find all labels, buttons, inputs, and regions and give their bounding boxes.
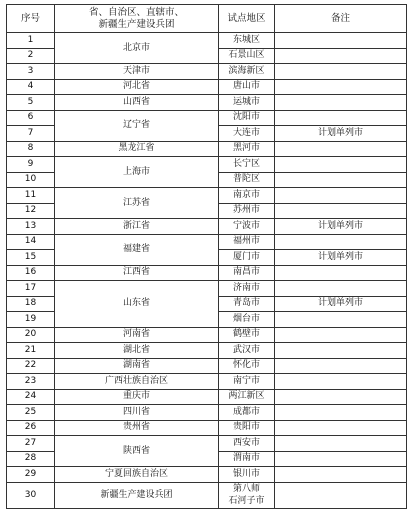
area-cell	[219, 482, 275, 508]
area-cell: 唐山市	[219, 79, 275, 95]
table-row	[7, 405, 407, 421]
table-row	[7, 265, 407, 281]
seq-cell: 26	[7, 420, 55, 436]
table-row	[7, 281, 407, 297]
seq-cell: 3	[7, 64, 55, 80]
seq-cell: 29	[7, 467, 55, 483]
seq-cell: 1	[7, 33, 55, 49]
note-cell	[275, 172, 407, 188]
seq-cell: 16	[7, 265, 55, 281]
province-cell: 辽宁省	[55, 110, 219, 141]
area-cell: 黑河市	[219, 141, 275, 157]
area-cell: 长宁区	[219, 157, 275, 173]
area-cell: 普陀区	[219, 172, 275, 188]
province-cell: 江苏省	[55, 188, 219, 219]
province-cell: 北京市	[55, 33, 219, 64]
header-area: 试点地区	[219, 5, 275, 33]
note-cell	[275, 141, 407, 157]
table-row	[7, 110, 407, 126]
province-cell: 新疆生产建设兵团	[55, 482, 219, 508]
seq-cell: 30	[7, 482, 55, 508]
area-cell: 烟台市	[219, 312, 275, 328]
province-cell: 浙江省	[55, 219, 219, 235]
seq-cell: 19	[7, 312, 55, 328]
seq-cell: 27	[7, 436, 55, 452]
seq-cell: 22	[7, 358, 55, 374]
note-cell	[275, 33, 407, 49]
seq-cell: 6	[7, 110, 55, 126]
area-cell-line: 第八师	[232, 484, 260, 494]
area-cell: 大连市	[219, 126, 275, 142]
area-cell: 南昌市	[219, 265, 275, 281]
area-cell-line: 石河子市	[228, 496, 265, 506]
area-cell: 石景山区	[219, 48, 275, 64]
province-cell: 黑龙江省	[55, 141, 219, 157]
seq-cell: 8	[7, 141, 55, 157]
seq-cell: 24	[7, 389, 55, 405]
area-cell: 苏州市	[219, 203, 275, 219]
table-row	[7, 234, 407, 250]
area-cell: 滨海新区	[219, 64, 275, 80]
table-body	[7, 33, 407, 509]
pilot-areas-table	[6, 4, 407, 509]
area-cell: 怀化市	[219, 358, 275, 374]
note-cell: 计划单列市	[275, 126, 407, 142]
note-cell	[275, 405, 407, 421]
note-cell	[275, 281, 407, 297]
note-cell	[275, 95, 407, 111]
province-cell: 河北省	[55, 79, 219, 95]
note-cell	[275, 312, 407, 328]
seq-cell: 5	[7, 95, 55, 111]
province-cell: 宁夏回族自治区	[55, 467, 219, 483]
note-cell	[275, 436, 407, 452]
note-cell	[275, 64, 407, 80]
area-cell: 运城市	[219, 95, 275, 111]
table-row	[7, 64, 407, 80]
note-cell	[275, 157, 407, 173]
province-cell: 天津市	[55, 64, 219, 80]
area-cell: 成都市	[219, 405, 275, 421]
seq-cell: 12	[7, 203, 55, 219]
note-cell	[275, 110, 407, 126]
table-row	[7, 343, 407, 359]
province-cell: 湖南省	[55, 358, 219, 374]
table-row	[7, 482, 407, 508]
seq-cell: 21	[7, 343, 55, 359]
header-note: 备注	[275, 5, 407, 33]
province-cell: 上海市	[55, 157, 219, 188]
province-cell: 江西省	[55, 265, 219, 281]
area-cell: 南京市	[219, 188, 275, 204]
table-row	[7, 327, 407, 343]
area-cell: 武汉市	[219, 343, 275, 359]
note-cell	[275, 48, 407, 64]
note-cell	[275, 265, 407, 281]
note-cell	[275, 374, 407, 390]
seq-cell: 10	[7, 172, 55, 188]
note-cell	[275, 188, 407, 204]
table-row	[7, 33, 407, 49]
area-cell: 沈阳市	[219, 110, 275, 126]
table-row	[7, 141, 407, 157]
area-cell: 南宁市	[219, 374, 275, 390]
table-row	[7, 389, 407, 405]
seq-cell: 9	[7, 157, 55, 173]
note-cell	[275, 234, 407, 250]
area-cell: 福州市	[219, 234, 275, 250]
area-cell: 鹤壁市	[219, 327, 275, 343]
table-row	[7, 188, 407, 204]
note-cell	[275, 482, 407, 508]
header-seq: 序号	[7, 5, 55, 33]
table-row	[7, 219, 407, 235]
note-cell	[275, 203, 407, 219]
province-cell: 广西壮族自治区	[55, 374, 219, 390]
province-cell: 陕西省	[55, 436, 219, 467]
note-cell	[275, 327, 407, 343]
note-cell	[275, 420, 407, 436]
area-cell: 渭南市	[219, 451, 275, 467]
province-cell: 四川省	[55, 405, 219, 421]
province-cell: 福建省	[55, 234, 219, 265]
note-cell	[275, 467, 407, 483]
seq-cell: 23	[7, 374, 55, 390]
area-cell: 济南市	[219, 281, 275, 297]
province-cell: 贵州省	[55, 420, 219, 436]
seq-cell: 4	[7, 79, 55, 95]
area-cell: 青岛市	[219, 296, 275, 312]
area-cell: 两江新区	[219, 389, 275, 405]
note-cell	[275, 79, 407, 95]
province-cell: 湖北省	[55, 343, 219, 359]
header-province-line: 新疆生产建设兵团	[98, 18, 175, 30]
table-row	[7, 157, 407, 173]
area-cell: 贵阳市	[219, 420, 275, 436]
area-cell: 厦门市	[219, 250, 275, 266]
area-cell: 银川市	[219, 467, 275, 483]
seq-cell: 17	[7, 281, 55, 297]
header-province	[55, 5, 219, 33]
header-row	[7, 5, 407, 33]
province-cell: 重庆市	[55, 389, 219, 405]
seq-cell: 2	[7, 48, 55, 64]
area-cell: 西安市	[219, 436, 275, 452]
table-row	[7, 95, 407, 111]
note-cell	[275, 343, 407, 359]
note-cell	[275, 389, 407, 405]
table-row	[7, 374, 407, 390]
area-cell: 宁波市	[219, 219, 275, 235]
area-cell: 东城区	[219, 33, 275, 49]
province-cell: 山西省	[55, 95, 219, 111]
province-cell: 山东省	[55, 281, 219, 328]
seq-cell: 14	[7, 234, 55, 250]
seq-cell: 15	[7, 250, 55, 266]
table-row	[7, 436, 407, 452]
seq-cell: 25	[7, 405, 55, 421]
seq-cell: 7	[7, 126, 55, 142]
header-province-line: 省、自治区、直辖市、	[88, 6, 184, 18]
note-cell: 计划单列市	[275, 250, 407, 266]
table-row	[7, 420, 407, 436]
note-cell: 计划单列市	[275, 296, 407, 312]
note-cell	[275, 451, 407, 467]
note-cell	[275, 358, 407, 374]
seq-cell: 20	[7, 327, 55, 343]
seq-cell: 13	[7, 219, 55, 235]
seq-cell: 18	[7, 296, 55, 312]
table-row	[7, 358, 407, 374]
table-row	[7, 467, 407, 483]
province-cell: 河南省	[55, 327, 219, 343]
table-row	[7, 79, 407, 95]
seq-cell: 28	[7, 451, 55, 467]
seq-cell: 11	[7, 188, 55, 204]
note-cell: 计划单列市	[275, 219, 407, 235]
